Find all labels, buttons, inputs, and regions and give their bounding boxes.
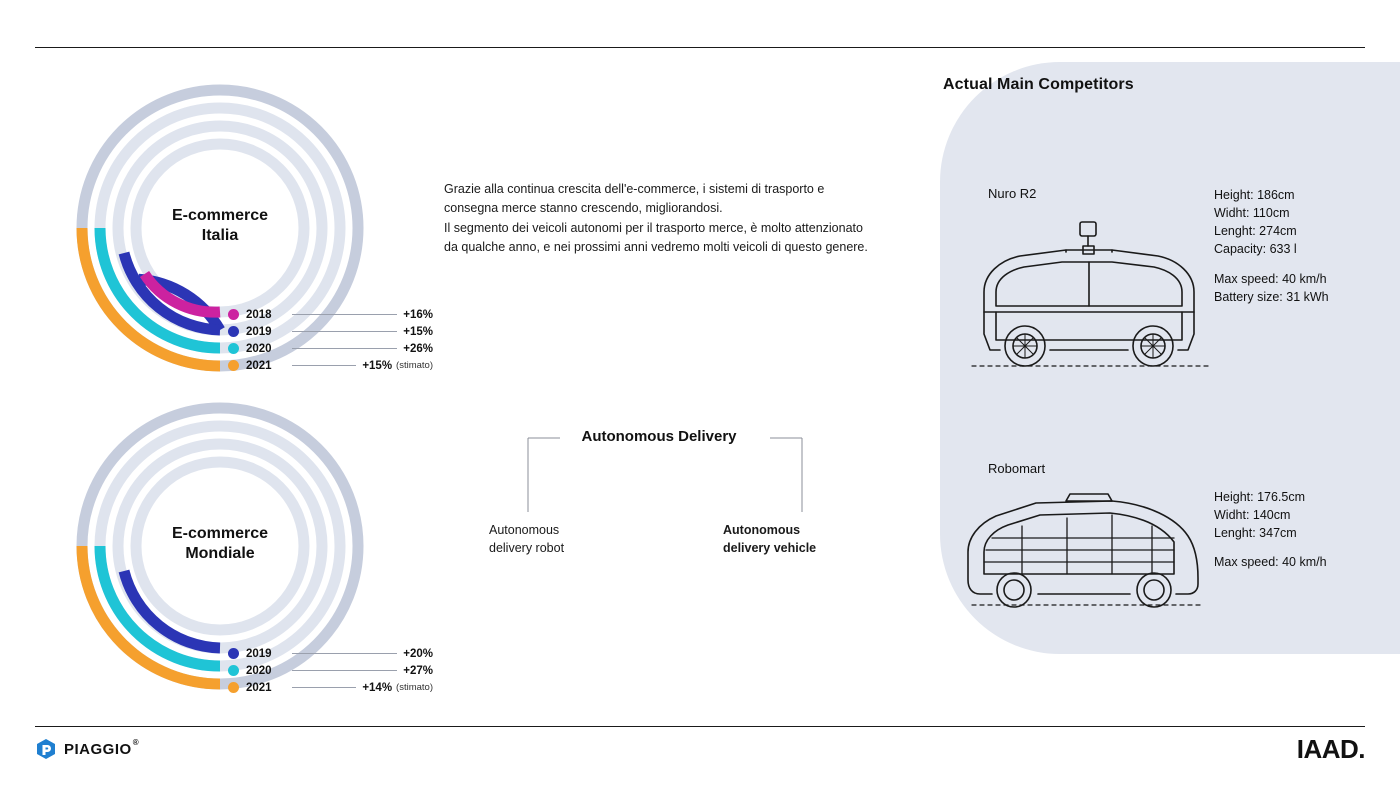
autonomous-delivery-robot-label <box>489 521 619 557</box>
description-paragraph-2: Il segmento dei veicoli autonomi per il trasporto merce, è molto attenzionato da qualche anno, e nei prossimi anni vedremo molti veicoli di questo genere. <box>444 220 868 255</box>
legend-year: 2020 <box>246 342 272 355</box>
legend-connector <box>292 365 356 366</box>
legend-ecommerce-italia <box>228 306 433 374</box>
legend-row <box>228 679 433 696</box>
legend-year: 2021 <box>246 359 272 372</box>
ad-vehicle-line2: delivery vehicle <box>723 541 817 556</box>
ad-vehicle-line1: Autonomous <box>723 523 801 537</box>
competitor-name-nuro: Nuro R2 <box>988 186 1037 201</box>
piaggio-registered-mark: ® <box>132 738 140 747</box>
nuro-spec-length: Lenght: 274cm <box>1214 224 1297 239</box>
legend-color-swatch <box>228 326 239 337</box>
chart-mondiale-title-line1: E-commerce <box>171 525 269 542</box>
legend-connector <box>292 331 397 332</box>
nuro-spec-max-speed: Max speed: 40 km/h <box>1214 271 1327 286</box>
legend-connector <box>292 348 397 349</box>
robomart-spec-width: Widht: 140cm <box>1214 508 1291 523</box>
chart-mondiale-title-line2: Mondiale <box>185 545 255 562</box>
chart-italia-title <box>72 206 368 246</box>
legend-year: 2019 <box>246 647 272 660</box>
legend-color-swatch <box>228 682 239 693</box>
robomart-spec-height: Height: 176.5cm <box>1214 490 1306 504</box>
legend-row <box>228 357 433 374</box>
legend-connector <box>292 314 397 315</box>
autonomous-delivery-vehicle-label <box>723 521 863 557</box>
legend-row <box>228 306 433 323</box>
legend-color-swatch <box>228 309 239 320</box>
legend-note: (stimato) <box>396 682 433 693</box>
legend-color-swatch <box>228 360 239 371</box>
competitor-specs-nuro <box>1214 186 1329 306</box>
iaad-logo: IAAD. <box>1296 734 1365 764</box>
robomart-spec-length: Lenght: 347cm <box>1214 526 1297 541</box>
legend-color-swatch <box>228 648 239 659</box>
piaggio-logo-icon <box>35 738 57 760</box>
legend-note: (stimato) <box>396 360 433 371</box>
legend-value: +27% <box>403 664 433 677</box>
competitor-name-robomart: Robomart <box>988 461 1046 476</box>
legend-connector <box>292 653 397 654</box>
spec-gap <box>1214 542 1327 553</box>
chart-mondiale-title <box>72 524 368 564</box>
nuro-spec-height: Height: 186cm <box>1214 188 1295 202</box>
ad-robot-line2: delivery robot <box>489 541 565 556</box>
competitor-specs-robomart <box>1214 488 1327 572</box>
legend-connector <box>292 687 356 688</box>
robomart-spec-max-speed: Max speed: 40 km/h <box>1214 555 1327 570</box>
description-text <box>444 180 876 258</box>
legend-value: +15% <box>403 325 433 338</box>
nuro-spec-width: Widht: 110cm <box>1214 206 1290 221</box>
legend-value: +16% <box>403 308 433 321</box>
chart-italia-title-line1: E-commerce <box>171 207 269 224</box>
chart-italia-title-line2: Italia <box>201 227 239 244</box>
legend-year: 2019 <box>246 325 272 338</box>
top-divider <box>35 47 1365 48</box>
piaggio-wordmark: PIAGGIO <box>64 740 132 758</box>
legend-year: 2018 <box>246 308 272 321</box>
legend-ecommerce-mondiale <box>228 645 433 696</box>
robomart-illustration <box>962 478 1212 613</box>
legend-year: 2020 <box>246 664 272 677</box>
legend-connector <box>292 670 397 671</box>
legend-color-swatch <box>228 665 239 676</box>
piaggio-logo <box>35 738 139 760</box>
legend-value: +15% <box>362 359 393 372</box>
competitors-panel-title: Actual Main Competitors <box>943 76 1134 93</box>
autonomous-delivery-title: Autonomous Delivery <box>581 428 737 445</box>
bottom-divider <box>35 726 1365 727</box>
legend-value: +14% <box>362 681 393 694</box>
legend-year: 2021 <box>246 681 272 694</box>
spec-gap <box>1214 259 1329 270</box>
legend-row <box>228 323 433 340</box>
autonomous-delivery-connectors <box>520 430 810 520</box>
description-paragraph-1: Grazie alla continua crescita dell'e-commerce, i sistemi di trasporto e consegna merce stanno crescendo, migliorandosi. <box>444 182 825 216</box>
legend-row <box>228 340 433 357</box>
legend-value: +26% <box>403 342 433 355</box>
nuro-spec-battery: Battery size: 31 kWh <box>1214 289 1329 304</box>
ad-robot-line1: Autonomous <box>489 523 560 537</box>
legend-value: +20% <box>403 647 433 660</box>
legend-row <box>228 645 433 662</box>
legend-row <box>228 662 433 679</box>
nuro-spec-capacity: Capacity: 633 l <box>1214 242 1297 257</box>
nuro-r2-illustration <box>962 200 1222 370</box>
legend-color-swatch <box>228 343 239 354</box>
